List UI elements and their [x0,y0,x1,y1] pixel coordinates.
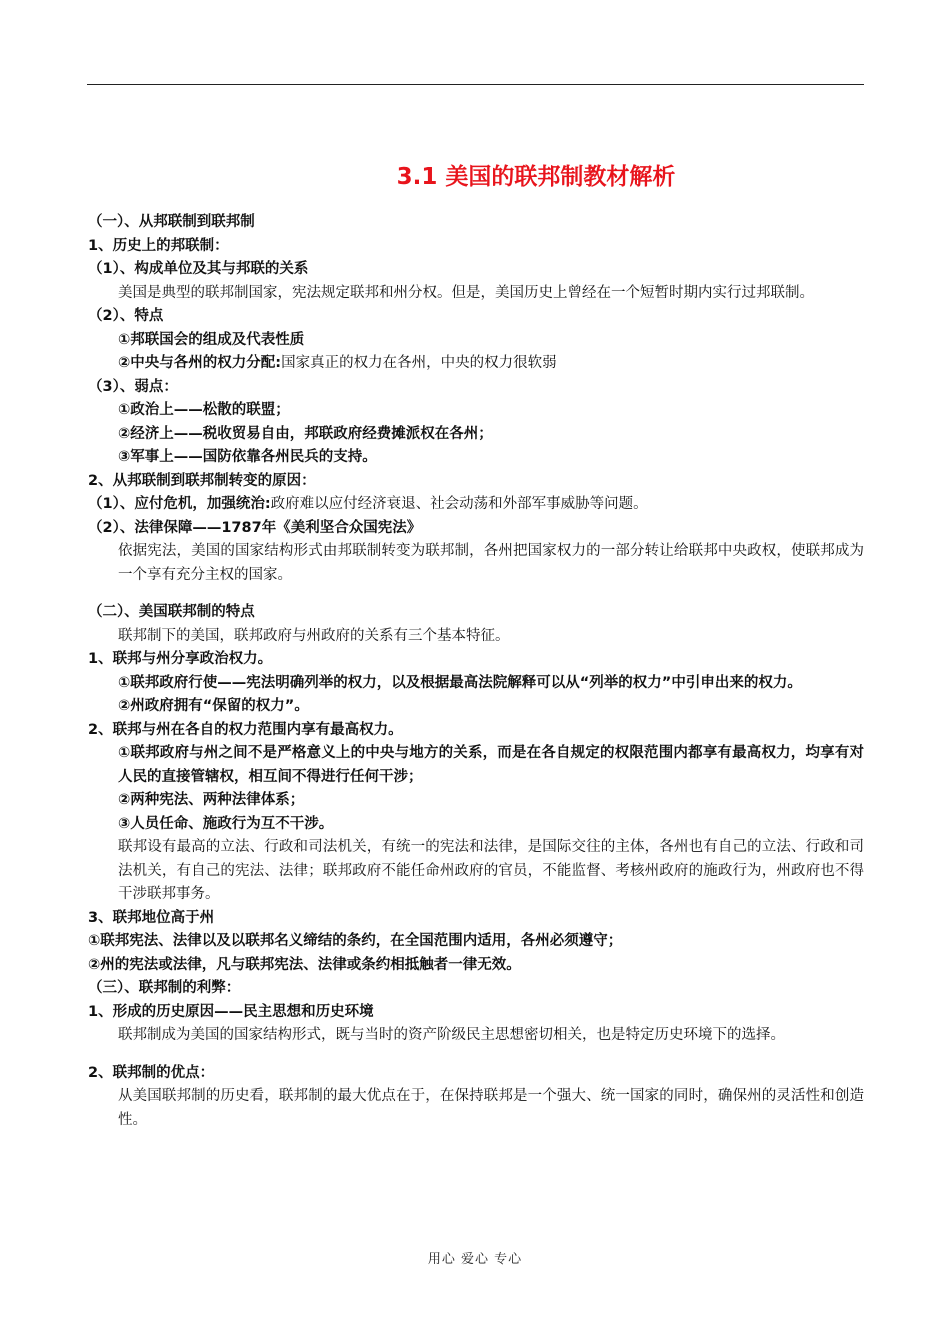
heading: 3、联邦地位高于州 [88,909,215,926]
page-title: 3.1 美国的联邦制教材解析 [396,164,676,190]
subheading [88,493,864,517]
section-heading-3: （三）、联邦制的利弊： [88,980,241,996]
list-item: ②两种宪法、两种法律体系； [118,792,305,808]
subheading: （2）、法律保障——1787年《美利坚合众国宪法》 [88,519,422,536]
heading: 1、联邦与州分享政治权力。 [88,651,273,667]
subheading-label: （1）、应付危机，加强统治: [88,496,271,512]
subheading-text: 政府难以应付经济衰退、社会动荡和外部军事威胁等问题。 [270,496,648,512]
paragraph: 联邦设有最高的立法、行政和司法机关，有统一的宪法和法律，是国际交往的主体，各州也有自己的立法、行政和司法机关，有自己的宪法、法律；联邦政府不能任命州政府的官员，不能监督、考核州政府的施政行为，州政府也不得干涉联邦事务。 [118,839,864,902]
list-item: ①邦联国会的组成及代表性质 [118,331,305,348]
list-item: ②经济上——税收贸易自由，邦联政府经费摊派权在各州； [118,425,493,442]
paragraph: 联邦制成为美国的国家结构形式，既与当时的资产阶级民主思想密切相关，也是特定历史环境下的选择。 [118,1027,785,1043]
list-item [88,352,864,376]
subheading: （3）、弱点： [88,378,178,395]
subheading: （1）、构成单位及其与邦联的关系 [88,261,309,277]
heading: 1、历史上的邦联制： [88,237,229,254]
section-heading-1: （一）、从邦联制到联邦制 [88,214,255,230]
header-rule [87,84,864,85]
list-item: ③人员任命、施政行为互不干涉。 [118,815,334,832]
section-heading-2: （二）、美国联邦制的特点 [88,604,255,620]
list-item: ③军事上——国防依靠各州民兵的支持。 [118,449,377,465]
paragraph: 依据宪法，美国的国家结构形式由邦联制转变为联邦制，各州把国家权力的一部分转让给联邦中央政权，使联邦成为一个享有充分主权的国家。 [118,543,864,583]
list-item-label: ②中央与各州的权力分配: [118,355,282,371]
list-item: ①联邦宪法、法律以及以联邦名义缔结的条约，在全国范围内适用，各州必须遵守； [88,933,623,949]
subheading: （2）、特点 [88,308,164,324]
heading: 2、从邦联制到联邦制转变的原因： [88,472,316,489]
paragraph: 从美国联邦制的历史看，联邦制的最大优点在于，在保持联邦是一个强大、统一国家的同时，确保州的灵活性和创造性。 [118,1088,864,1128]
document-body [88,150,864,1132]
paragraph: 美国是典型的联邦制国家，宪法规定联邦和州分权。但是，美国历史上曾经在一个短暂时期内实行过邦联制。 [118,284,814,301]
heading: 2、联邦制的优点： [88,1064,215,1081]
list-item: ①联邦政府与州之间不是严格意义上的中央与地方的关系，而是在各自规定的权限范围内都享有最高权力，均享有对人民的直接管辖权，相互间不得进行任何干涉； [118,745,864,785]
heading: 1、形成的历史原因——民主思想和历史环境 [88,1003,374,1020]
page-footer: 用心 爱心 专心 [427,1252,523,1267]
list-item: ①政治上——松散的联盟； [118,402,290,418]
heading: 2、联邦与州在各自的权力范围内享有最高权力。 [88,721,403,738]
list-item: ②州的宪法或法律，凡与联邦宪法、法律或条约相抵触者一律无效。 [88,956,521,973]
list-item: ①联邦政府行使——宪法明确列举的权力，以及根据最高法院解释可以从“列举的权力”中引申出来的权力。 [118,674,802,691]
paragraph: 联邦制下的美国，联邦政府与州政府的关系有三个基本特征。 [118,627,510,644]
list-item-text: 国家真正的权力在各州，中央的权力很软弱 [281,355,557,371]
list-item: ②州政府拥有“保留的权力”。 [118,698,309,714]
